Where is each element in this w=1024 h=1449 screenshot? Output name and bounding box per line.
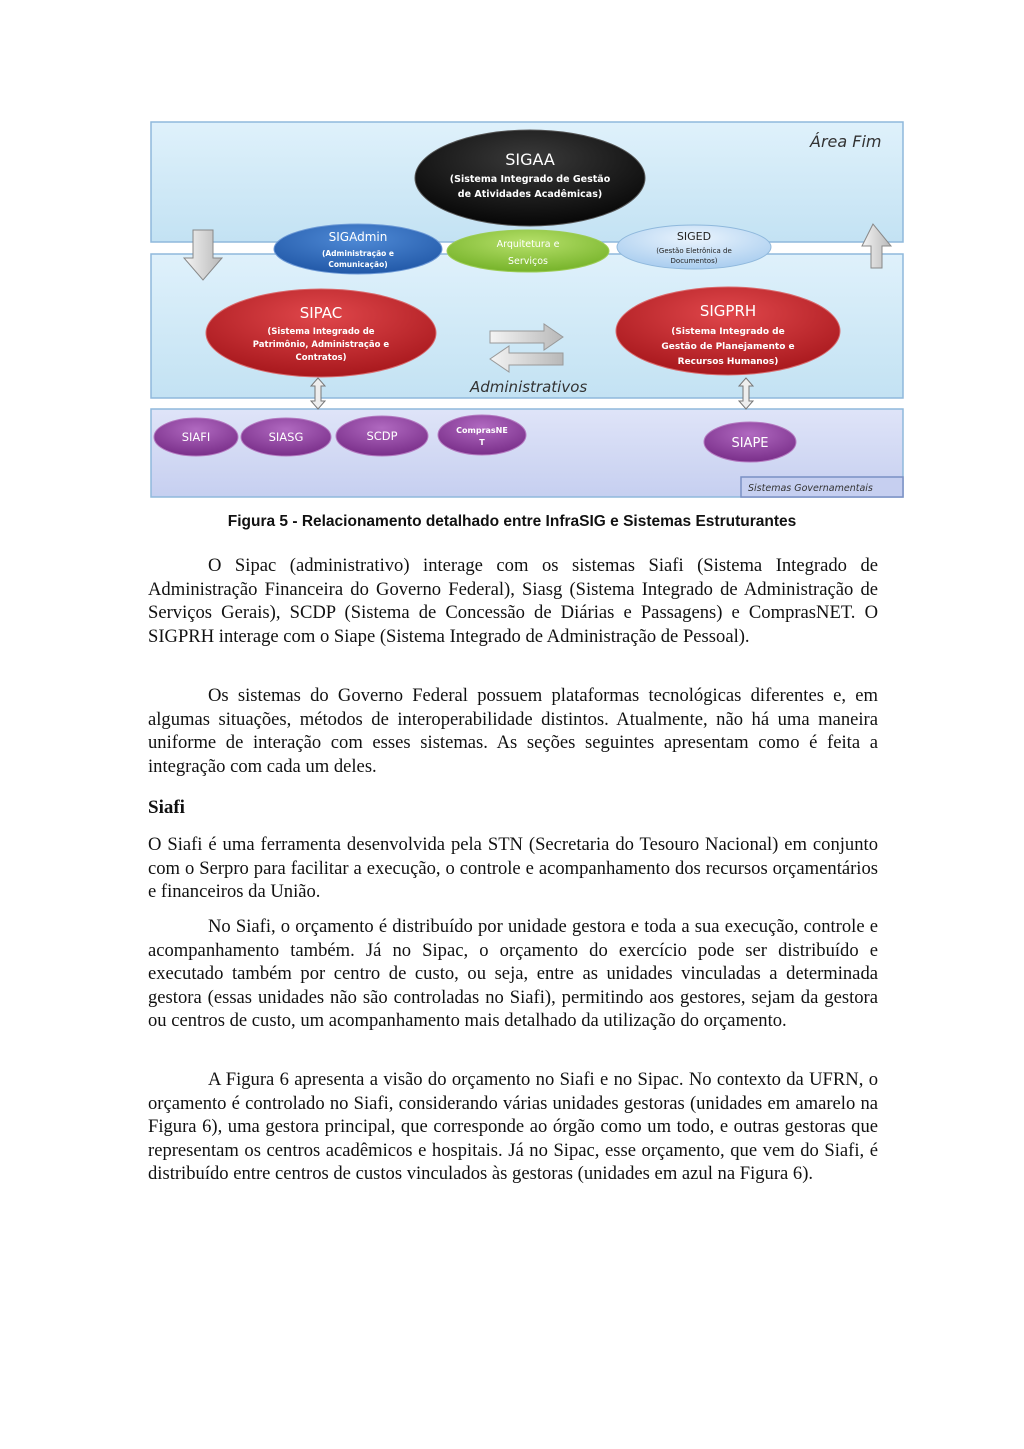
comprasnet-node [438, 415, 526, 455]
sigadmin-node [274, 224, 442, 274]
siged-line2: Documentos) [670, 257, 718, 265]
siape-node [704, 422, 796, 462]
sigaa-line1: (Sistema Integrado de Gestão [449, 174, 611, 185]
paragraph-5: A Figura 6 apresenta a visão do orçamento no Siafi e no Sipac. No contexto da UFRN, o orçamento é controlado no Siafi, considerando várias unidades gestoras (unidades em amarelo na Figura 6), uma gestora principal, que corresponde ao órgão como um todo, e outras gestoras que representam os centros acadêmicos e hospitais. Já no Sipac, esse orçamento, que vem do Siafi, é distribuído entre centros de custos vinculados às gestoras (unidades em azul na Figura 6). [148, 1069, 878, 1185]
scdp-node [336, 416, 428, 456]
scdp-label: SCDP [366, 429, 398, 443]
sigprh-line3: Recursos Humanos) [677, 357, 779, 367]
sipac-node [206, 289, 436, 377]
infrasig-diagram [148, 118, 908, 502]
figure-caption: Figura 5 - Relacionamento detalhado entre InfraSIG e Sistemas Estruturantes [227, 513, 797, 530]
sipac-line1: (Sistema Integrado de [267, 327, 375, 337]
paragraph-4: No Siafi, o orçamento é distribuído por unidade gestora e toda a sua execução, controle e acompanhamento também. Já no Sipac, o orçamento do exercício pode ser distribuído e executado também por centro de custo, ou seja, entre as unidades vinculadas a determinada gestora (essas unidades não são controladas no Siafi), permitindo aos gestores, sejam da gestora ou centros de custo, um acompanhamento mais detalhado da utilização do orçamento. [148, 916, 878, 1032]
siafi-label: SIAFI [181, 430, 211, 444]
sigaa-line2: de Atividades Acadêmicas) [457, 189, 603, 200]
paragraph-3: O Siafi é uma ferramenta desenvolvida pela STN (Secretaria do Tesouro Nacional) em conjunto com o Serpro para facilitar a execução, o controle e acompanhamento dos recursos orçamentários e financeiros da União. [148, 834, 878, 903]
sipac-line3: Contratos) [295, 353, 347, 363]
sipac-line2: Patrimônio, Administração e [252, 340, 390, 350]
siafi-node [154, 418, 238, 456]
arquitetura-line2: Serviços [507, 256, 549, 267]
siged-line1: (Gestão Eletrônica de [656, 247, 732, 255]
siasg-node [241, 418, 331, 456]
sigprh-line1: (Sistema Integrado de [671, 327, 785, 337]
siasg-label: SIASG [268, 430, 304, 444]
section-heading-siafi: Siafi [148, 797, 185, 818]
paragraph-1: O Sipac (administrativo) interage com os sistemas Siafi (Sistema Integrado de Administração Financeira do Governo Federal), Siasg (Sistema Integrado de Administração de Serviços Gerais), SCDP (Sistema de Concessão de Diárias e Passagens) e ComprasNET. O SIGPRH interage com o Siape (Sistema Integrado de Administração de Pessoal). [148, 555, 878, 647]
governamentais-label: Sistemas Governamentais [748, 483, 873, 494]
sigprh-line2: Gestão de Planejamento e [661, 342, 795, 352]
arquitetura-node [447, 230, 609, 272]
arquitetura-line1: Arquitetura e [496, 239, 560, 250]
sipac-title: SIPAC [299, 304, 343, 322]
administrativos-label: Administrativos [470, 378, 588, 396]
area-fim-label: Área Fim [810, 132, 882, 151]
sigadmin-line2: Comunicação) [328, 260, 388, 269]
sigaa-title: SIGAA [505, 150, 555, 169]
sigadmin-title: SIGAdmin [328, 230, 388, 244]
sigadmin-line1: (Administração e [321, 249, 395, 258]
siape-label: SIAPE [731, 436, 769, 451]
paragraph-2: Os sistemas do Governo Federal possuem plataformas tecnológicas diferentes e, em algumas situações, métodos de interoperabilidade distintos. Atualmente, não há uma maneira uniforme de interação com esses sistemas. As seções seguintes apresentam como é feita a integração com cada um deles. [148, 685, 878, 777]
sigaa-node [415, 130, 645, 226]
siged-title: SIGED [676, 230, 712, 243]
comprasnet-line2: T [479, 438, 485, 447]
sigprh-title: SIGPRH [699, 302, 757, 320]
comprasnet-line1: ComprasNE [456, 426, 508, 435]
sigprh-node [616, 287, 840, 375]
siged-node [617, 225, 771, 269]
